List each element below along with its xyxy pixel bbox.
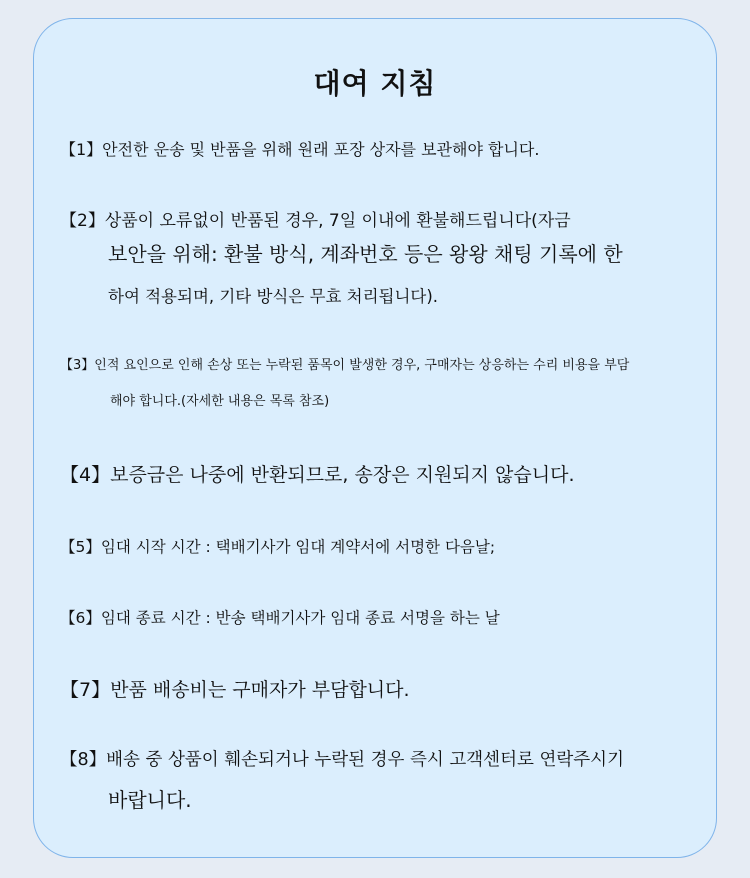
guideline-6-line-1: 【6】임대 종료 시간 : 반송 택배기사가 임대 종료 서명을 하는 날 bbox=[60, 609, 500, 627]
page-title: 대여 지침 bbox=[313, 67, 437, 100]
guideline-3-line-1: 【3】인적 요인으로 인해 손상 또는 누락된 품목이 발생한 경우, 구매자는 상응하는 수리 비용을 부담 bbox=[60, 358, 630, 373]
guideline-8-line-2: 바랍니다. bbox=[108, 788, 192, 812]
guideline-5-line-1: 【5】임대 시작 시간 : 택배기사가 임대 계약서에 서명한 다음날; bbox=[60, 538, 496, 556]
guideline-8-line-1: 【8】배송 중 상품이 훼손되거나 누락된 경우 즉시 고객센터로 연락주시기 bbox=[60, 750, 624, 770]
guideline-1-line-1: 【1】안전한 운송 및 반품을 위해 원래 포장 상자를 보관해야 합니다. bbox=[60, 140, 540, 159]
guideline-7-line-1: 【7】반품 배송비는 구매자가 부담합니다. bbox=[60, 679, 410, 701]
guideline-2-line-3: 하여 적용되며, 기타 방식은 무효 처리됩니다). bbox=[108, 287, 439, 306]
guideline-2-line-1: 【2】상품이 오류없이 반품된 경우, 7일 이내에 환불해드립니다(자금 bbox=[60, 211, 571, 231]
guideline-4-line-1: 【4】보증금은 나중에 반환되므로, 송장은 지원되지 않습니다. bbox=[60, 464, 575, 486]
guideline-2-line-2: 보안을 위해: 환불 방식, 계좌번호 등은 왕왕 채팅 기록에 한 bbox=[108, 242, 623, 266]
guideline-3-line-2: 해야 합니다.(자세한 내용은 목록 참조) bbox=[110, 394, 330, 409]
